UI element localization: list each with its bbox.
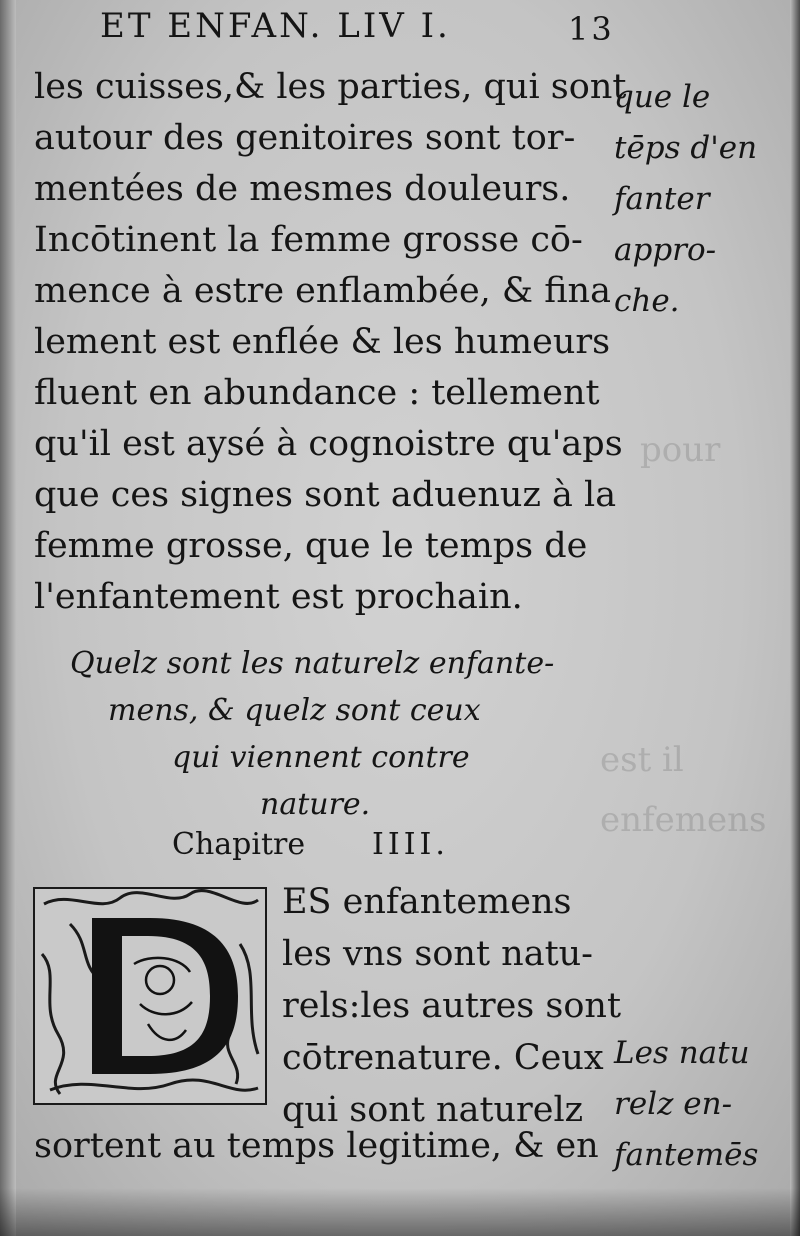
margin-note-line: fanter: [614, 181, 710, 217]
margin-note-line: que le: [614, 79, 711, 115]
decorated-initial-d: [30, 884, 270, 1108]
text-line: l'enfantement est prochain.: [34, 577, 523, 617]
margin-note-line: appro-: [614, 232, 717, 268]
page-edge-shadow: [790, 0, 800, 1236]
text-line: mence à estre enflambée, & fina: [34, 271, 611, 311]
margin-note-line: fantemēs: [614, 1137, 759, 1173]
text-line: mentées de mesmes douleurs.: [34, 169, 571, 209]
margin-note-line: tēps d'en: [614, 130, 758, 166]
chapter-title-line: nature.: [260, 787, 371, 822]
text-line: qu'il est aysé à cognoistre qu'aps: [34, 424, 623, 464]
text-line: ES enfantemens: [282, 882, 572, 922]
show-through-text: est il: [600, 740, 684, 780]
page-gutter-shadow: [0, 0, 16, 1236]
page-number: 13: [568, 10, 615, 48]
text-line: cōtrenature. Ceux: [282, 1038, 604, 1078]
show-through-text: pour: [640, 430, 721, 470]
text-line: Incōtinent la femme grosse cō-: [34, 220, 583, 260]
running-title: ET ENFAN. LIV I.: [100, 6, 451, 46]
text-line: fluent en abundance : tellement: [34, 373, 600, 413]
text-line: femme grosse, que le temps de: [34, 526, 588, 566]
dropcap-paragraph: [282, 876, 622, 1136]
text-line: qui sont naturelz: [282, 1090, 584, 1130]
margin-note-line: Les natu: [614, 1035, 750, 1071]
chapter-label: Chapitre: [172, 827, 306, 862]
page-bottom-shadow: [0, 1188, 800, 1236]
text-line: lement est enflée & les humeurs: [34, 322, 611, 362]
show-through-text: enfemens: [600, 800, 767, 840]
text-line: les cuisses,& les parties, qui sont: [34, 67, 627, 107]
margin-note: [614, 72, 757, 327]
text-line: que ces signes sont aduenuz à la: [34, 475, 617, 515]
margin-note-line: che.: [614, 283, 680, 319]
text-line: sortent au temps legitime, & en: [34, 1126, 599, 1166]
chapter-title-line: mens, & quelz sont ceux: [108, 693, 481, 728]
body-paragraph: [34, 62, 627, 623]
running-header: [100, 4, 620, 54]
chapter-title-line: qui viennent contre: [172, 740, 470, 775]
chapter-number: IIII.: [372, 827, 449, 862]
chapter-title-line: Quelz sont les naturelz enfante-: [70, 646, 555, 681]
text-line: autour des genitoires sont tor-: [34, 118, 576, 158]
text-line: les vns sont natu-: [282, 934, 594, 974]
text-line: rels:les autres sont: [282, 986, 622, 1026]
margin-note-line: relz en-: [614, 1086, 733, 1122]
margin-note: [614, 1028, 758, 1181]
